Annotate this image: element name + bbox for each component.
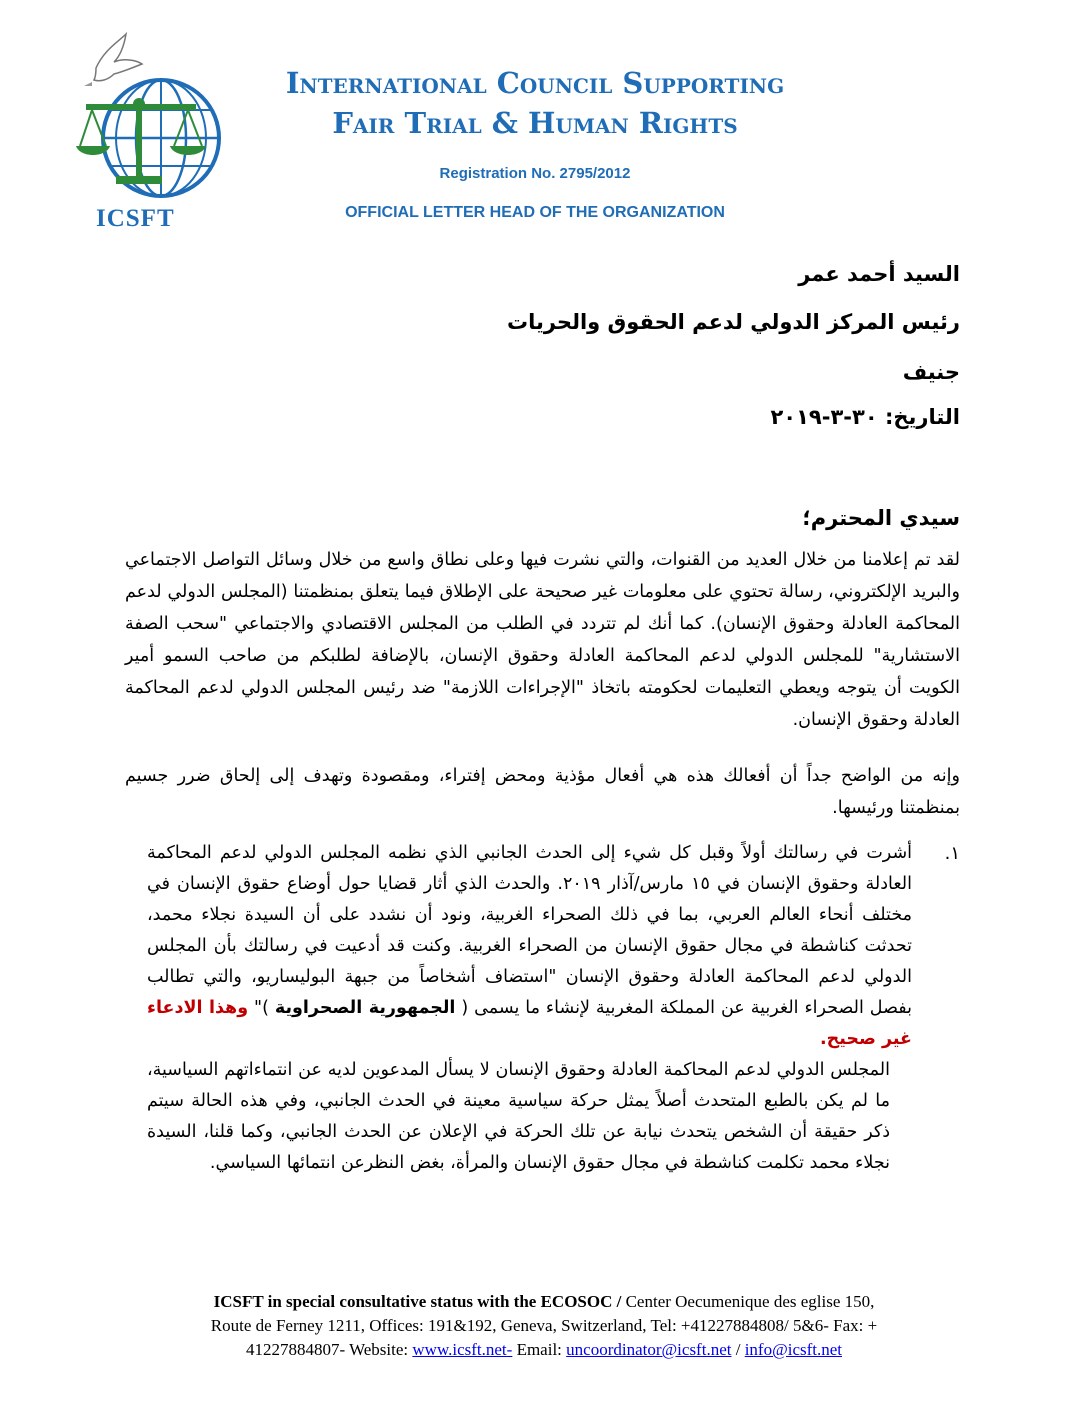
list-item-body: أشرت في رسالتك أولاً وقبل كل شيء إلى الحدث الجانبي الذي نظمه المجلس الدولي لدعم المحاكمة العادلة وحقوق الإنسان في ١٥ مارس/آذار ٢٠١٩. والحدث الذي أثار قضايا حول أوضاع حقوق الإنسان في مختلف أنحاء العالم العربي، بما في ذلك الصحراء الغربية، ونود أن نشدد على أن السيدة نجلاء محمد، تحدثت كناشطة في مجال حقوق الإنسان من الصحراء الغربية. وكنت قد أدعيت في رسالتك بأن المجلس الدولي لدعم المحاكمة العادلة وحقوق الإنسان "استضاف أشخاصاً من جبهة البوليساريو، والتي تطالب بفصل الصحراء الغربية عن المملكة المغربية لإنشاء ما يسمى (: [147, 843, 913, 1018]
list-item-continuation: المجلس الدولي لدعم المحاكمة العادلة وحقوق الإنسان لا يسأل المدعوين لديه عن انتماءاتهم السياسية، ما لم يكن بالطبع المتحدث أصلاً يمثل حركة سياسية معينة في الحدث الجانبي، وفي هذه الحالة سيتم ذكر حقيقة أن الشخص يتحدث نيابة عن تلك الحركة في الإعلان عن الحدث الجانبي، وكما قلنا، السيدة نجلاء محمد تكلمت كناشطة في مجال حقوق الإنسان والمرأة، بغض النظرعن انتمائها السياسي.: [147, 1060, 890, 1173]
salutation: سيدي المحترم؛: [802, 506, 960, 530]
letterhead-caption: OFFICIAL LETTER HEAD OF THE ORGANIZATION: [345, 204, 725, 221]
logo-text: ICSFT: [96, 205, 175, 232]
logo-graphic: [66, 28, 226, 208]
footer-email-label: Email:: [516, 1340, 562, 1359]
footer-website-link[interactable]: www.icsft.net-: [412, 1340, 513, 1359]
page-footer: [110, 1290, 978, 1362]
footer-address-c: 41227884807- Website:: [245, 1340, 409, 1359]
organization-name-line2: Fair Trial & Human Rights: [332, 106, 738, 140]
list-item-closing: )": [254, 998, 269, 1018]
numbered-list: [125, 838, 960, 1179]
footer-email-link-2[interactable]: info@icsft.net: [744, 1340, 843, 1359]
list-item-bold-phrase: الجمهورية الصحراوية: [274, 998, 456, 1018]
letter-date: التاريخ: ٣٠-٣-٢٠١٩: [770, 405, 960, 429]
organization-name-line1: International Council Supporting: [285, 66, 785, 100]
dove-icon: [84, 34, 142, 86]
list-item-highlighted-claim: وهذا الادعاء غير صحيح.: [147, 998, 912, 1049]
footer-status: ICSFT in special consultative status with the ECOSOC /: [213, 1292, 622, 1311]
footer-separator: /: [735, 1340, 741, 1359]
paragraph-1: لقد تم إعلامنا من خلال العديد من القنوات، والتي نشرت فيها وعلى نطاق واسع من خلال وسائل التواصل الاجتماعي والبريد الإلكتروني، رسالة تحتوي على معلومات غير صحيحة على الإطلاق فيما يتعلق بمنظمتنا (المجلس الدولي لدعم المحاكمة العادلة وحقوق الإنسان). كما أنك لم تتردد في الطلب من المجلس الاقتصادي والاجتماعي "سحب الصفة الاستشارية" للمجلس الدولي لدعم المحاكمة العادلة وحقوق الإنسان، بالإضافة لطلبكم من صاحب السمو أمير الكويت أن يتوجه ويعطي التعليمات لحكومته باتخاذ "الإجراءات اللازمة" ضد رئيس المجلس الدولي لدعم المحاكمة العادلة وحقوق الإنسان.: [125, 550, 960, 730]
footer-address-b: Route de Ferney 1211, Offices: 191&192, Geneva, Switzerland, Tel: +41227884808/ 5&6- Fax: +: [210, 1316, 878, 1335]
footer-email-link-1[interactable]: uncoordinator@icsft.net: [566, 1340, 732, 1359]
paragraph-2: وإنه من الواضح جداً أن أفعالك هذه هي أفعال مؤذية ومحض إفتراء، ومقصودة وتهدف إلى إلحاق ضرر جسيم بمنظمتنا ورئيسها.: [125, 766, 960, 818]
registration-number: Registration No. 2795/2012: [439, 165, 631, 182]
recipient-city: جنيف: [902, 360, 960, 384]
recipient-name: السيد أحمد عمر: [798, 262, 960, 286]
list-item-text: [125, 838, 912, 1055]
footer-address-a: Center Oecumenique des eglise 150,: [625, 1292, 875, 1311]
list-item-number: ١.: [944, 843, 960, 864]
recipient-title: رئيس المركز الدولي لدعم الحقوق والحريات: [507, 310, 960, 334]
list-item: [125, 838, 960, 1055]
